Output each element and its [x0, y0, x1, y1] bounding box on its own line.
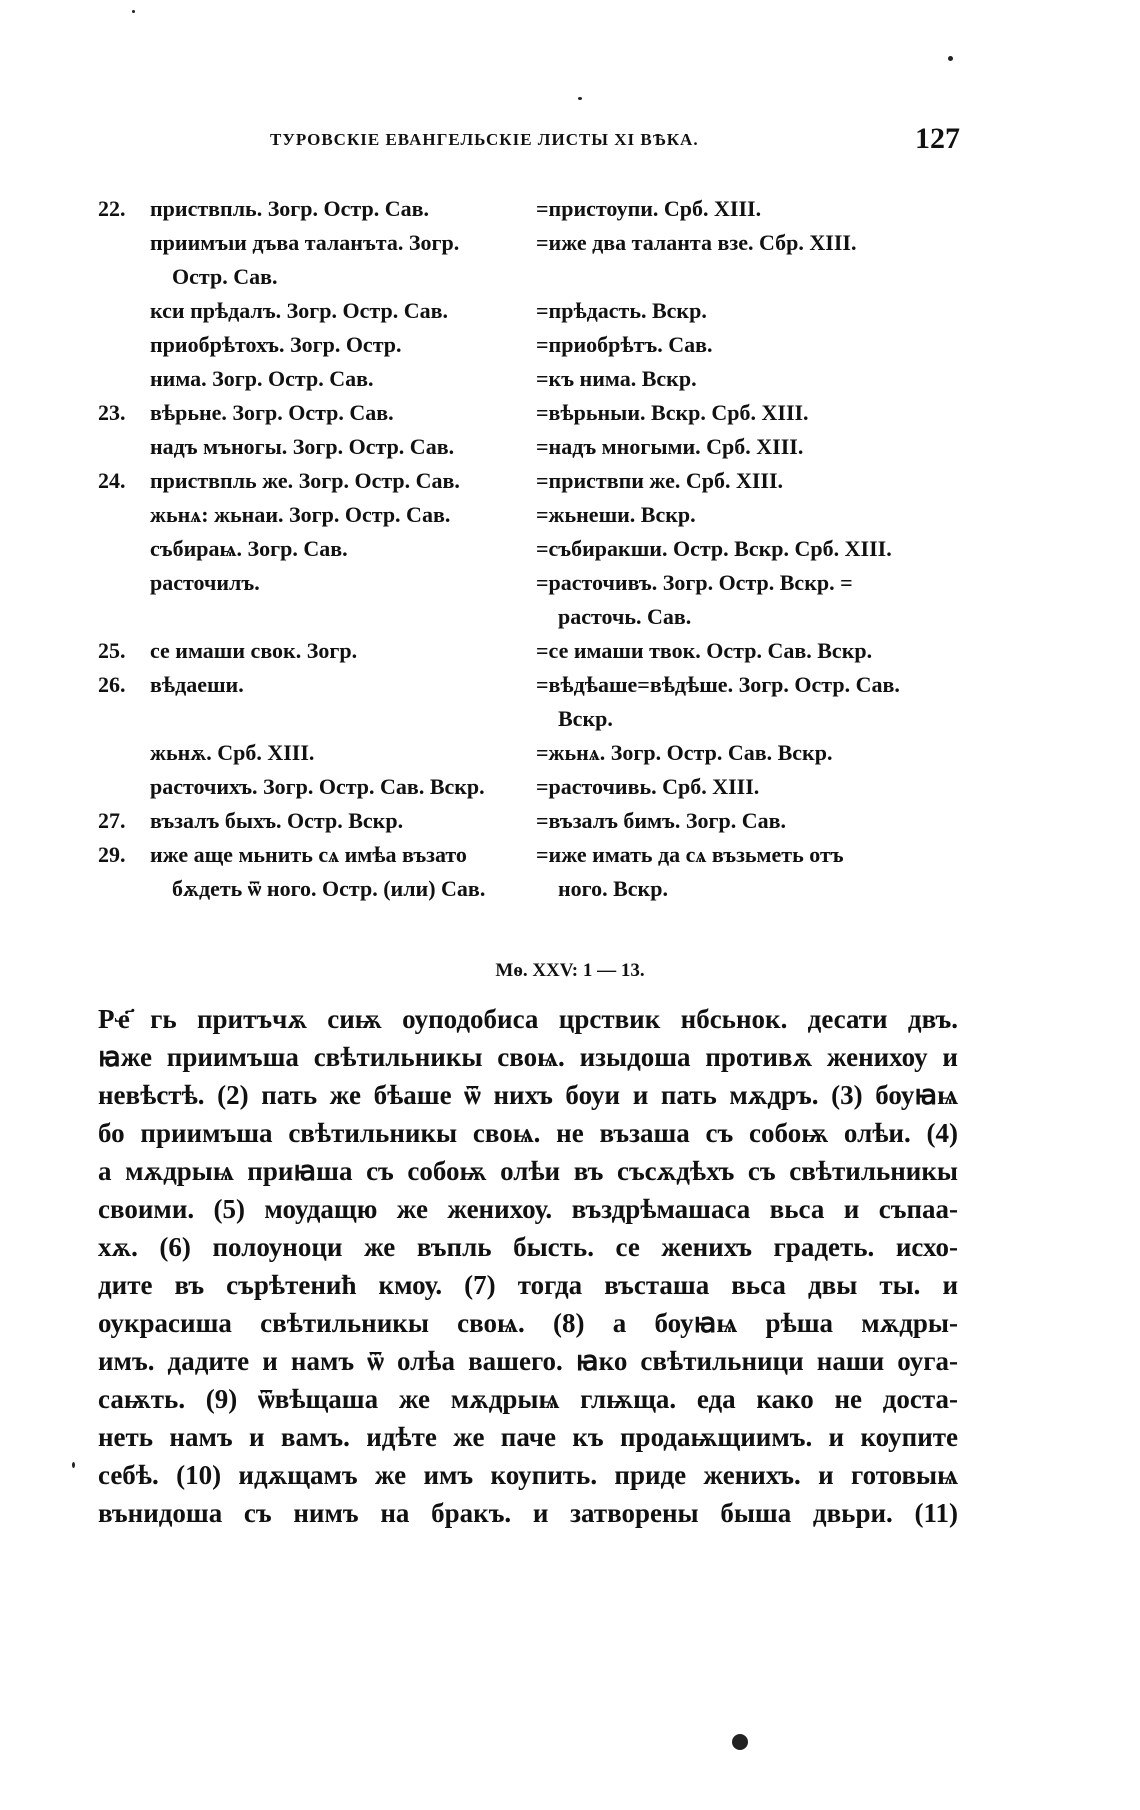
collation-entry — [98, 634, 978, 668]
reading-right-continuation: ного. Вскр. — [558, 876, 668, 901]
reading-right-text: =вѣрьныи. Вскр. Срб. XIII. — [536, 400, 809, 425]
reading-left-text: иже аще мьнить сѧ имѣа възато — [150, 842, 467, 867]
reading-right-text: =надъ многыми. Срб. XIII. — [536, 434, 804, 459]
reading-left — [150, 226, 536, 294]
reading-left — [150, 498, 536, 532]
collation-entry — [98, 226, 978, 294]
text-line: дите въ сърѣтенић кмоу. (7) тогда въсташа вьса двы ты. и — [98, 1270, 958, 1300]
reading-right — [536, 362, 978, 396]
reading-right-text: =расточивъ. Зогр. Остр. Вскр. = — [536, 570, 853, 595]
text-line: ꙗже приимъша свѣтильникы своѩ. изыдоша противѫ женихоу и — [98, 1042, 958, 1072]
reading-right-text: =къ нима. Вскр. — [536, 366, 697, 391]
verse-number — [98, 498, 150, 532]
collation-entry — [98, 464, 978, 498]
reading-left — [150, 362, 536, 396]
reading-left-text: вѣдаеши. — [150, 672, 244, 697]
page-header — [270, 122, 960, 162]
reading-right-text: =се имаши твок. Остр. Сав. Вскр. — [536, 638, 873, 663]
reading-left-text: приствпль же. Зогр. Остр. Сав. — [150, 468, 460, 493]
reading-left-text: приствпль. Зогр. Остр. Сав. — [150, 196, 429, 221]
collation-entry — [98, 736, 978, 770]
verse-number: 26. — [98, 672, 126, 697]
reading-left-text: събираѩ. Зогр. Сав. — [150, 536, 348, 561]
collation-entry — [98, 532, 978, 566]
reading-right-text: =жьнѧ. Зогр. Остр. Сав. Вскр. — [536, 740, 833, 765]
reading-right — [536, 294, 978, 328]
reading-left — [150, 294, 536, 328]
scan-speck — [132, 10, 135, 13]
verse-number: 27. — [98, 808, 126, 833]
collation-entry — [98, 668, 978, 736]
collation-entry — [98, 396, 978, 430]
reading-right — [536, 736, 978, 770]
verse-number: 29. — [98, 842, 126, 867]
reading-left-continuation: Остр. Сав. — [172, 264, 278, 289]
scan-speck — [72, 1462, 75, 1468]
reading-right — [536, 668, 978, 736]
reading-left — [150, 838, 536, 906]
reading-right-continuation: расточь. Сав. — [558, 604, 692, 629]
reading-left — [150, 804, 536, 838]
verse-number — [98, 362, 150, 396]
reading-right-text: =приствпи же. Срб. XIII. — [536, 468, 784, 493]
reading-left-text: жьнѫ. Срб. XIII. — [150, 740, 315, 765]
text-line: саѭть. (9) ѿвѣщаша же мѫдрыѩ глѭща. еда како не доста- — [98, 1384, 958, 1414]
reading-right — [536, 532, 978, 566]
text-line: имъ. дадите и намъ ѿ олѣа вашего. ꙗко свѣтильници наши оуга- — [98, 1346, 958, 1376]
reading-right-text: =иже имать да сѧ възьметь отъ — [536, 842, 844, 867]
verse-number: 22. — [98, 196, 126, 221]
reading-left — [150, 668, 536, 736]
verse-number — [98, 226, 150, 294]
collation-entry — [98, 328, 978, 362]
reading-right — [536, 770, 978, 804]
scan-speck — [578, 97, 582, 100]
reading-right-text: =иже два таланта взе. Сбр. XIII. — [536, 230, 857, 255]
reading-left — [150, 396, 536, 430]
reading-right-text: =възалъ бимъ. Зогр. Сав. — [536, 808, 786, 833]
reading-right — [536, 464, 978, 498]
reading-left-text: вѣрьне. Зогр. Остр. Сав. — [150, 400, 394, 425]
verse-number — [98, 566, 150, 634]
verse-number — [98, 770, 150, 804]
reading-right-text: =вѣдѣаше=вѣдѣше. Зогр. Остр. Сав. — [536, 672, 900, 697]
reading-right — [536, 838, 978, 906]
running-title: ТУРОВСКІЕ ЕВАНГЕЛЬСКІЕ ЛИСТЫ XI ВѢКА. — [270, 130, 699, 149]
verse-number: 24. — [98, 468, 126, 493]
reading-right-text: =расточивь. Срб. XIII. — [536, 774, 760, 799]
reading-right — [536, 328, 978, 362]
text-line: а мѫдрыѩ приꙗша съ собоѭ олѣи въ съсѫдѣхъ съ свѣтильникы — [98, 1156, 958, 1186]
reading-right-continuation: Вскр. — [558, 706, 613, 731]
collation-entry — [98, 804, 978, 838]
text-line: своими. (5) моудащю же женихоу. въздрѣмашаса вьса и съпаа- — [98, 1194, 958, 1224]
reading-left-text: нима. Зогр. Остр. Сав. — [150, 366, 374, 391]
collation-table — [98, 192, 978, 906]
reading-left-text: се имаши свок. Зогр. — [150, 638, 358, 663]
text-line: невѣстѣ. (2) пать же бѣаше ѿ нихъ боуи и пать мѫдръ. (3) боуꙗѩ — [98, 1080, 958, 1110]
reading-left — [150, 770, 536, 804]
reading-right — [536, 804, 978, 838]
collation-entry — [98, 294, 978, 328]
reading-right — [536, 430, 978, 464]
reading-left-text: кси прѣдалъ. Зогр. Остр. Сав. — [150, 298, 448, 323]
collation-entry — [98, 770, 978, 804]
verse-number — [98, 736, 150, 770]
text-line: оукрасиша свѣтильникы своѩ. (8) а боуꙗѩ рѣша мѫдры- — [98, 1308, 958, 1338]
collation-entry — [98, 362, 978, 396]
reading-left-text: приимъıи дъва таланъта. Зогр. — [150, 230, 460, 255]
reading-left — [150, 566, 536, 634]
text-line: неть намъ и вамъ. идѣте же паче къ продаѭщиимъ. и коупите — [98, 1422, 958, 1452]
collation-entry — [98, 430, 978, 464]
verse-number — [98, 328, 150, 362]
text-line: Рҽ҃ гь притъчѫ сиѭ оуподобиса црствик нбсьнок. десати двъ. — [98, 1004, 958, 1034]
reading-left-text: надъ мъногы. Зогр. Остр. Сав. — [150, 434, 455, 459]
reading-right-text: =събиракши. Остр. Вскр. Срб. XIII. — [536, 536, 892, 561]
verse-number: 23. — [98, 400, 126, 425]
reading-right-text: =прѣдасть. Вскр. — [536, 298, 707, 323]
reading-left — [150, 736, 536, 770]
reading-right — [536, 396, 978, 430]
main-text — [98, 1000, 958, 1532]
scan-speck — [732, 1734, 748, 1750]
collation-entry — [98, 192, 978, 226]
text-line: хѫ. (6) полоуноци же въпль бысть. се женихъ градеть. исхо- — [98, 1232, 958, 1262]
reading-right — [536, 566, 978, 634]
reading-right — [536, 634, 978, 668]
text-line: вънидоша съ нимъ на бракъ. и затворены быша двьри. (11) — [98, 1498, 958, 1528]
reading-left — [150, 464, 536, 498]
reading-left-text: възалъ быхъ. Остр. Вскр. — [150, 808, 404, 833]
reading-left — [150, 634, 536, 668]
verse-number — [98, 430, 150, 464]
reading-left-continuation: бѫдеть ѿ ного. Остр. (или) Сав. — [172, 876, 486, 901]
reading-right-text: =пристоупи. Срб. XIII. — [536, 196, 762, 221]
scan-speck — [948, 56, 953, 61]
reading-left — [150, 328, 536, 362]
reading-right-text: =жьнеши. Вскр. — [536, 502, 696, 527]
reading-right-text: =приобрѣтъ. Сав. — [536, 332, 713, 357]
section-heading: Мѳ. XXV: 1 — 13. — [495, 960, 645, 981]
collation-entry — [98, 566, 978, 634]
reading-right — [536, 498, 978, 532]
reading-left — [150, 430, 536, 464]
page-number: 127 — [915, 122, 960, 155]
reading-right — [536, 192, 978, 226]
text-line: себѣ. (10) идѫщамъ же имъ коупить. приде женихъ. и готовыѩ — [98, 1460, 958, 1490]
verse-number: 25. — [98, 638, 126, 663]
reading-left — [150, 532, 536, 566]
reading-left-text: расточилъ. — [150, 570, 260, 595]
text-line: бо приимъша свѣтильникы своѩ. не възаша съ собоѭ олѣи. (4) — [98, 1118, 958, 1148]
collation-entry — [98, 838, 978, 906]
verse-number — [98, 294, 150, 328]
collation-entry — [98, 498, 978, 532]
reading-left-text: расточихъ. Зогр. Остр. Сав. Вскр. — [150, 774, 485, 799]
reading-left-text: приобрѣтохъ. Зогр. Остр. — [150, 332, 402, 357]
verse-number — [98, 532, 150, 566]
reading-right — [536, 226, 978, 294]
reading-left-text: жьнѧ: жьнаи. Зогр. Остр. Сав. — [150, 502, 451, 527]
reading-left — [150, 192, 536, 226]
